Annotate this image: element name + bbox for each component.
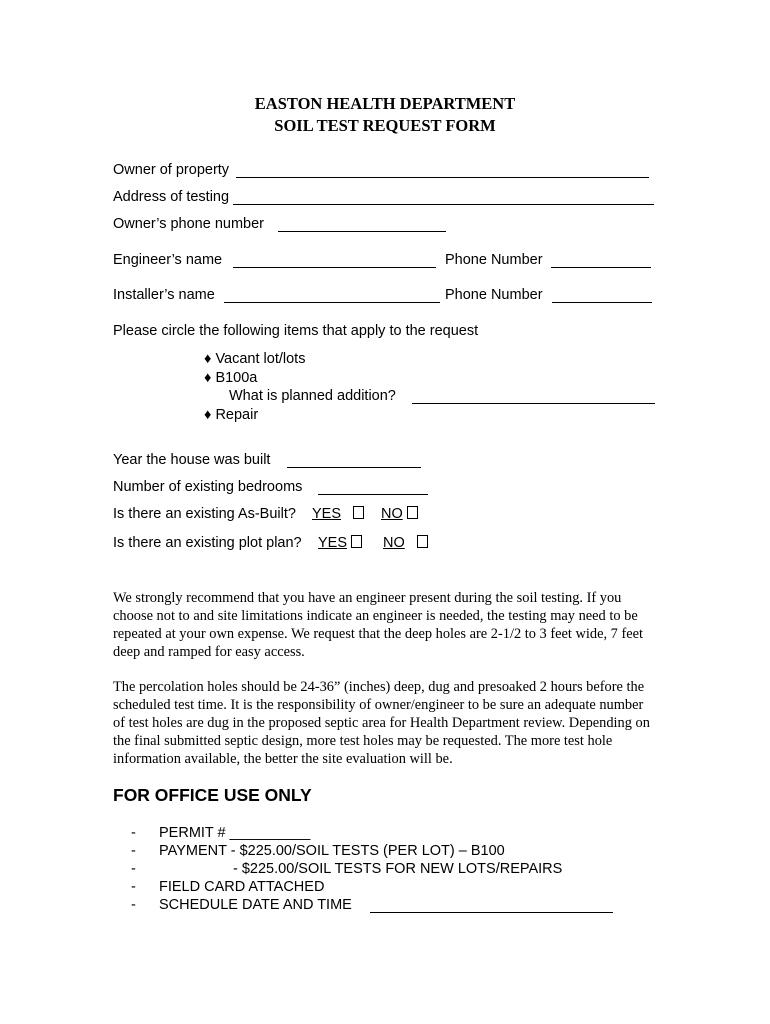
- option-label: Repair: [215, 407, 259, 423]
- checkbox-icon: [351, 535, 362, 548]
- checkbox-icon: [407, 506, 418, 519]
- payment-line-1: PAYMENT - $225.00/SOIL TESTS (PER LOT) – B100: [159, 843, 505, 859]
- office-use-title: FOR OFFICE USE ONLY: [113, 785, 312, 805]
- dash-marker: -: [131, 843, 136, 859]
- field-card-label: FIELD CARD ATTACHED: [159, 879, 325, 895]
- engineer-phone-field[interactable]: [551, 267, 651, 268]
- bedrooms-field[interactable]: [318, 494, 428, 495]
- dash-marker: -: [131, 897, 136, 913]
- owner-field[interactable]: [236, 177, 649, 178]
- owner-label: Owner of property: [113, 162, 230, 178]
- circle-instruction: Please circle the following items that apply to the request: [113, 323, 479, 339]
- address-label: Address of testing: [113, 189, 230, 205]
- plotplan-label: Is there an existing plot plan?: [113, 535, 302, 551]
- engineer-field[interactable]: [233, 267, 436, 268]
- recommendation-paragraph: [113, 589, 658, 661]
- payment-line-2: - $225.00/SOIL TESTS FOR NEW LOTS/REPAIRS: [233, 861, 563, 877]
- dash-marker: -: [131, 825, 136, 841]
- dash-marker: -: [131, 861, 136, 877]
- percolation-paragraph: [113, 678, 658, 768]
- asbuilt-yes-option[interactable]: [312, 506, 364, 522]
- yes-label: YES: [318, 535, 348, 551]
- paragraph-text: We strongly recommend that you have an engineer present during the soil testing. If you choose not to and site limitations indicate an engineer is needed, the testing may need to be repeated at your own expense. We request that the deep holes are 2-1/2 to 3 feet wide, 7 feet deep and ramped for easy access.: [113, 590, 644, 660]
- checkbox-icon: [417, 535, 428, 548]
- option-repair[interactable]: [204, 407, 258, 423]
- option-label: Vacant lot/lots: [215, 351, 306, 367]
- option-label: B100a: [215, 370, 258, 386]
- schedule-field[interactable]: [370, 912, 613, 913]
- no-label: NO: [381, 506, 403, 522]
- checkbox-icon: [353, 506, 364, 519]
- year-built-field[interactable]: [287, 467, 421, 468]
- yes-label: YES: [312, 506, 342, 522]
- option-b100a[interactable]: [204, 370, 257, 386]
- asbuilt-label: Is there an existing As-Built?: [113, 506, 296, 522]
- bedrooms-label: Number of existing bedrooms: [113, 479, 303, 495]
- permit-text: PERMIT #: [159, 825, 226, 841]
- planned-addition-field[interactable]: [412, 403, 655, 404]
- form-header-line2: SOIL TEST REQUEST FORM: [274, 116, 496, 135]
- form-header-line1: EASTON HEALTH DEPARTMENT: [254, 94, 516, 113]
- installer-label: Installer’s name: [113, 287, 215, 303]
- dash-marker: -: [131, 879, 136, 895]
- no-label: NO: [383, 535, 405, 551]
- schedule-label: SCHEDULE DATE AND TIME: [159, 897, 352, 913]
- permit-blank[interactable]: __________: [229, 825, 311, 841]
- paragraph-text: The percolation holes should be 24-36” (inches) deep, dug and presoaked 2 hours before the scheduled test time. It is the responsibility of owner/engineer to be sure an adequate number of test holes are dug in the proposed septic area for Health Department review. Depending on the final submitted septic design, more test holes may be requested. The more test hole information available, the better the site evaluation will be.: [113, 679, 650, 767]
- address-field[interactable]: [233, 204, 654, 205]
- plotplan-yes-option[interactable]: [318, 535, 362, 551]
- installer-phone-field[interactable]: [552, 302, 652, 303]
- plotplan-no-option[interactable]: [383, 535, 428, 551]
- option-vacant-lot[interactable]: [204, 351, 305, 367]
- diamond-bullet-icon: ♦: [204, 407, 212, 423]
- asbuilt-no-option[interactable]: [381, 506, 418, 522]
- year-built-label: Year the house was built: [113, 452, 271, 468]
- planned-addition-label: What is planned addition?: [229, 388, 396, 404]
- installer-field[interactable]: [224, 302, 440, 303]
- diamond-bullet-icon: ♦: [204, 370, 212, 386]
- engineer-label: Engineer’s name: [113, 252, 223, 268]
- owner-phone-field[interactable]: [278, 231, 446, 232]
- diamond-bullet-icon: ♦: [204, 351, 212, 367]
- owner-phone-label: Owner’s phone number: [113, 216, 264, 232]
- installer-phone-label: Phone Number: [445, 287, 543, 303]
- permit-label: [159, 825, 310, 841]
- engineer-phone-label: Phone Number: [445, 252, 543, 268]
